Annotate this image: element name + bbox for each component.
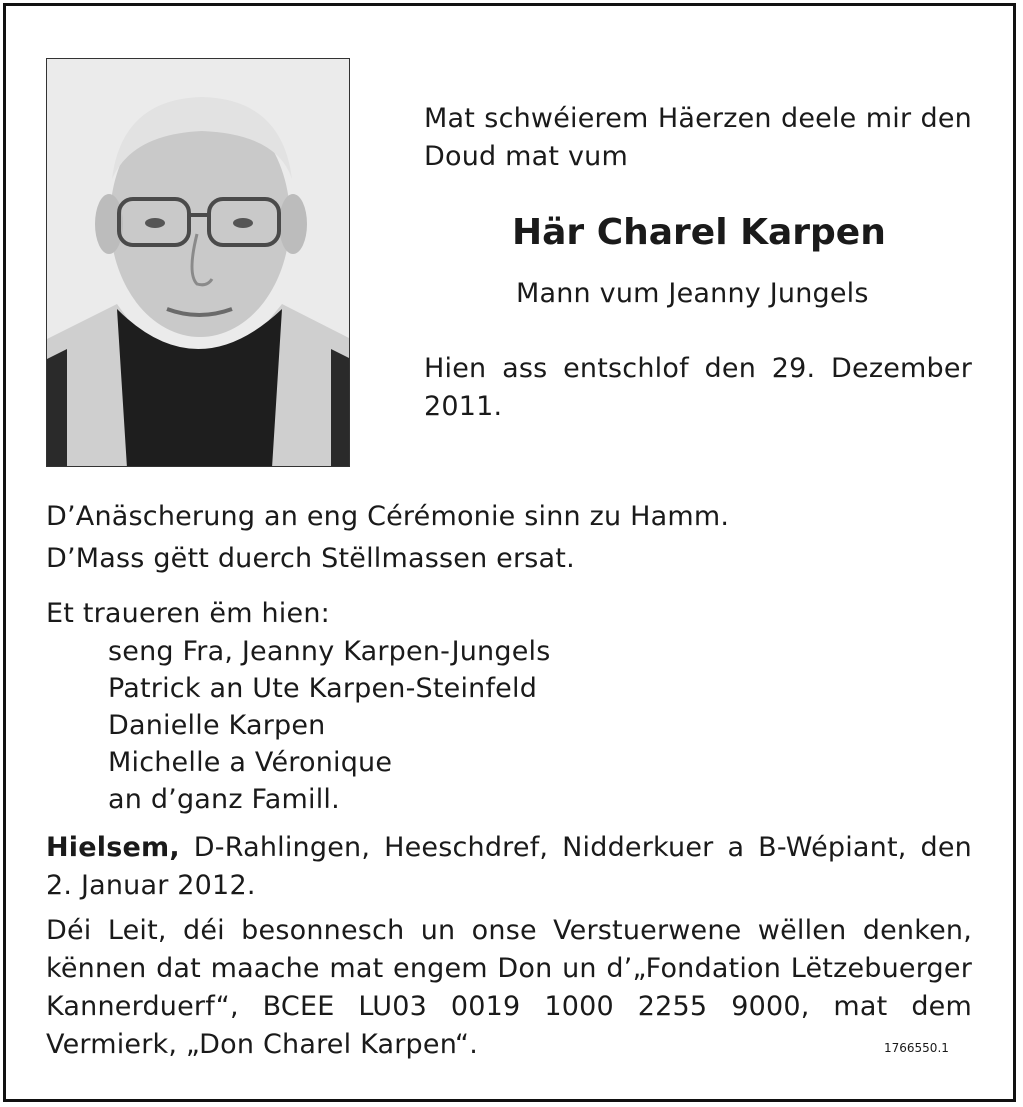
spouse-line: Mann vum Jeanny Jungels bbox=[516, 278, 869, 309]
place-rest: D-Rahlingen, Heeschdref, Nidderkuer a B-Wépiant, den 2. Januar 2012. bbox=[46, 832, 972, 901]
mourner-item: Danielle Karpen bbox=[108, 710, 326, 741]
mourner-item: Patrick an Ute Karpen-Steinfeld bbox=[108, 673, 538, 704]
donation-text: Déi Leit, déi besonnesch un onse Verstuerwene wëllen denken, kënnen dat maache mat engem Don un d’„Fondation Lëtzebuerger Kannerduerf“, BCEE LU03 0019 1000 2255 9000, mat dem Vermierk, „Don Charel Karpen“. bbox=[46, 915, 972, 1060]
portrait-photo bbox=[46, 58, 350, 467]
cremation-line: D’Anäscherung an eng Cérémonie sinn zu Hamm. bbox=[46, 501, 730, 532]
mourner-item: seng Fra, Jeanny Karpen-Jungels bbox=[108, 636, 551, 667]
reference-number: 1766550.1 bbox=[884, 1041, 949, 1055]
intro-text: Mat schwéierem Häerzen deele mir den Doud mat vum bbox=[424, 103, 972, 172]
mass-line: D’Mass gëtt duerch Stëllmassen ersat. bbox=[46, 543, 575, 574]
mourner-item: an d’ganz Famill. bbox=[108, 784, 340, 815]
death-line: Hien ass entschlof den 29. Dezember 2011. bbox=[424, 353, 972, 422]
mourners-heading: Et traueren ëm hien: bbox=[46, 598, 330, 629]
place-name: Hielsem, bbox=[46, 832, 180, 863]
portrait-icon bbox=[47, 59, 350, 467]
mourner-item: Michelle a Véronique bbox=[108, 747, 393, 778]
place-date-line bbox=[46, 829, 972, 905]
deceased-name: Här Charel Karpen bbox=[512, 212, 886, 253]
